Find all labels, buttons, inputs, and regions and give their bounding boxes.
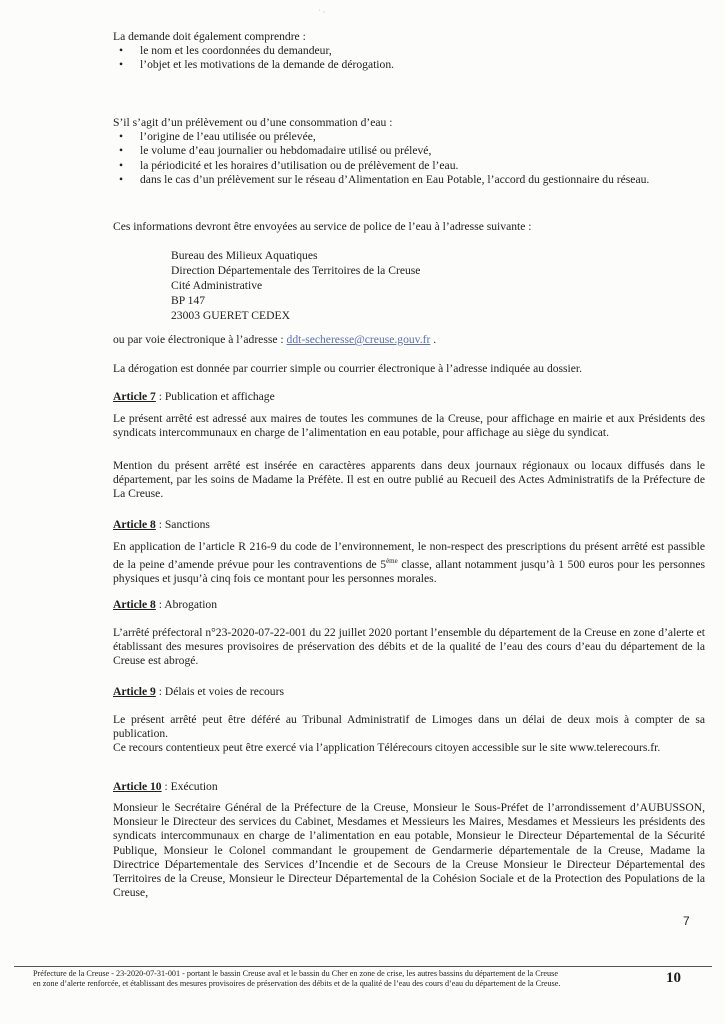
bullet-icon: • [119, 172, 124, 186]
address-line: Bureau des Milieux Aquatiques [171, 249, 318, 262]
article-heading: Article 8 : Sanctions [113, 518, 210, 531]
intro-demande: La demande doit également comprendre : [113, 30, 306, 43]
scan-speck: ˙ · [318, 8, 326, 17]
article-7-p1: Le présent arrêté est adressé aux maires de toutes les communes de la Creuse, pour affichage en mairie et aux Présidents des syndicats intercommunaux en charge de l’alimentation en eau potable, pour affichage au siège du syndicat. [113, 412, 705, 440]
article-8-abrogation [113, 598, 705, 612]
article-heading: Article 8 : Abrogation [113, 598, 218, 611]
article-8-abrogation-p1: L’arrêté préfectoral n°23-2020-07-22-001 du 22 juillet 2020 portant l’ensemble du département de la Creuse en zone d’alerte et établissant des mesures provisoires de préservation des débits et de la qualité de l’eau des cours d’eau du département de la Creuse est abrogé. [113, 626, 705, 668]
address-line: 23003 GUERET CEDEX [171, 309, 290, 322]
address-line: Cité Administrative [171, 279, 263, 292]
water-withdrawal-requirements [113, 116, 705, 187]
footer-divider [14, 966, 712, 967]
article-8-sanctions-p1: En application de l’article R 216-9 du code de l’environnement, le non-respect des prescriptions du présent arrêté est passible de la peine d’amende prévue pour les contraventions de 5ème classe, allant notamment jusqu’à 1 500 euros pour les personnes physiques et jusqu’à cinq fois ce montant pour les personnes morales. [113, 540, 705, 586]
footer-text: Préfecture de la Creuse - 23-2020-07-31-001 - portant le bassin Creuse aval et le bassin du Cher en zone de crise, les autres bassins du département de la Creuse en zone d’alerte renforcée, et établissant des mesures provisoires de préservation des débits et de la qualité de l’eau des cours d’eau du département de la Creuse. [33, 969, 561, 988]
bullet-icon: • [119, 144, 124, 158]
postal-address [171, 248, 420, 323]
derogation-note: La dérogation est donnée par courrier simple ou courrier électronique à l’adresse indiquée au dossier. [113, 362, 583, 375]
bullet-list-demande [113, 44, 705, 72]
address-line: Direction Départementale des Territoires de la Creuse [171, 264, 421, 277]
bullet-icon: • [119, 58, 124, 72]
address-line: BP 147 [171, 294, 206, 307]
article-heading: Article 9 : Délais et voies de recours [113, 685, 284, 698]
list-item: • l’objet et les motivations de la demande de dérogation. [119, 58, 395, 72]
article-9 [113, 685, 705, 699]
send-info: Ces informations devront être envoyées au service de police de l’eau à l’adresse suivante : [113, 220, 532, 233]
list-item: • la périodicité et les horaires d’utilisation ou de prélèvement de l’eau. [119, 158, 459, 172]
article-7 [113, 390, 705, 404]
article-8-sanctions [113, 518, 705, 532]
bullet-list-prelevement [113, 130, 705, 187]
list-item: • l’origine de l’eau utilisée ou prélevée, [119, 130, 316, 144]
list-item: • dans le cas d’un prélèvement sur le réseau d’Alimentation en Eau Potable, l’accord du gestionnaire du réseau. [119, 172, 650, 186]
request-requirements [113, 30, 705, 73]
article-10-p1: Monsieur le Secrétaire Général de la Préfecture de la Creuse, Monsieur le Sous-Préfet de l’arrondissement d’AUBUSSON, Monsieur le Directeur des services du Cabinet, Mesdames et Messieurs les Maires, Mesdames et Messieurs les présidents des syndicats intercommunaux en charge de l’alimentation en eau potable, Monsieur le Directeur Départemental de la Sécurité Publique, Monsieur le Colonel commandant le groupement de Gendarmerie départementale de la Creuse, Madame la Directrice Départementale des Services d’Incendie et de Secours de la Creuse Monsieur le Directeur Départemental des Territoires de la Creuse, Monsieur le Directeur Départemental de la Cohésion Sociale et de la Protection des Populations de la Creuse, [113, 801, 705, 900]
page-number: 7 [683, 914, 690, 928]
article-10 [113, 780, 705, 794]
article-7-p2: Mention du présent arrêté est insérée en caractères apparents dans deux journaux régionaux ou locaux diffusés dans le département, par les soins de Madame la Préfète. Il est en outre publié au Recueil des Actes Administratifs de la Préfecture de La Creuse. [113, 459, 705, 501]
email-link[interactable]: ddt-secheresse@creuse.gouv.fr [286, 333, 431, 346]
list-item: • le nom et les coordonnées du demandeur, [119, 44, 332, 58]
article-heading: Article 7 : Publication et affichage [113, 390, 275, 403]
bullet-icon: • [119, 158, 124, 172]
list-item: • le volume d’eau journalier ou hebdomadaire utilisé ou prélevé, [119, 144, 432, 158]
article-heading: Article 10 : Exécution [113, 780, 218, 793]
email-line: ou par voie électronique à l’adresse : ddt-secheresse@creuse.gouv.fr . [113, 333, 437, 346]
intro-prelevement: S’il s’agit d’un prélèvement ou d’une consommation d’eau : [113, 116, 393, 129]
bullet-icon: • [119, 44, 124, 58]
footer-page-number: 10 [666, 970, 681, 986]
bullet-icon: • [119, 130, 124, 144]
article-9-text: Le présent arrêté peut être déféré au Tribunal Administratif de Limoges dans un délai de deux mois à compter de sa publication. Ce recours contentieux peut être exercé via l’application Télérecours citoyen accessible sur le site www.telerecours.fr. [113, 713, 705, 755]
